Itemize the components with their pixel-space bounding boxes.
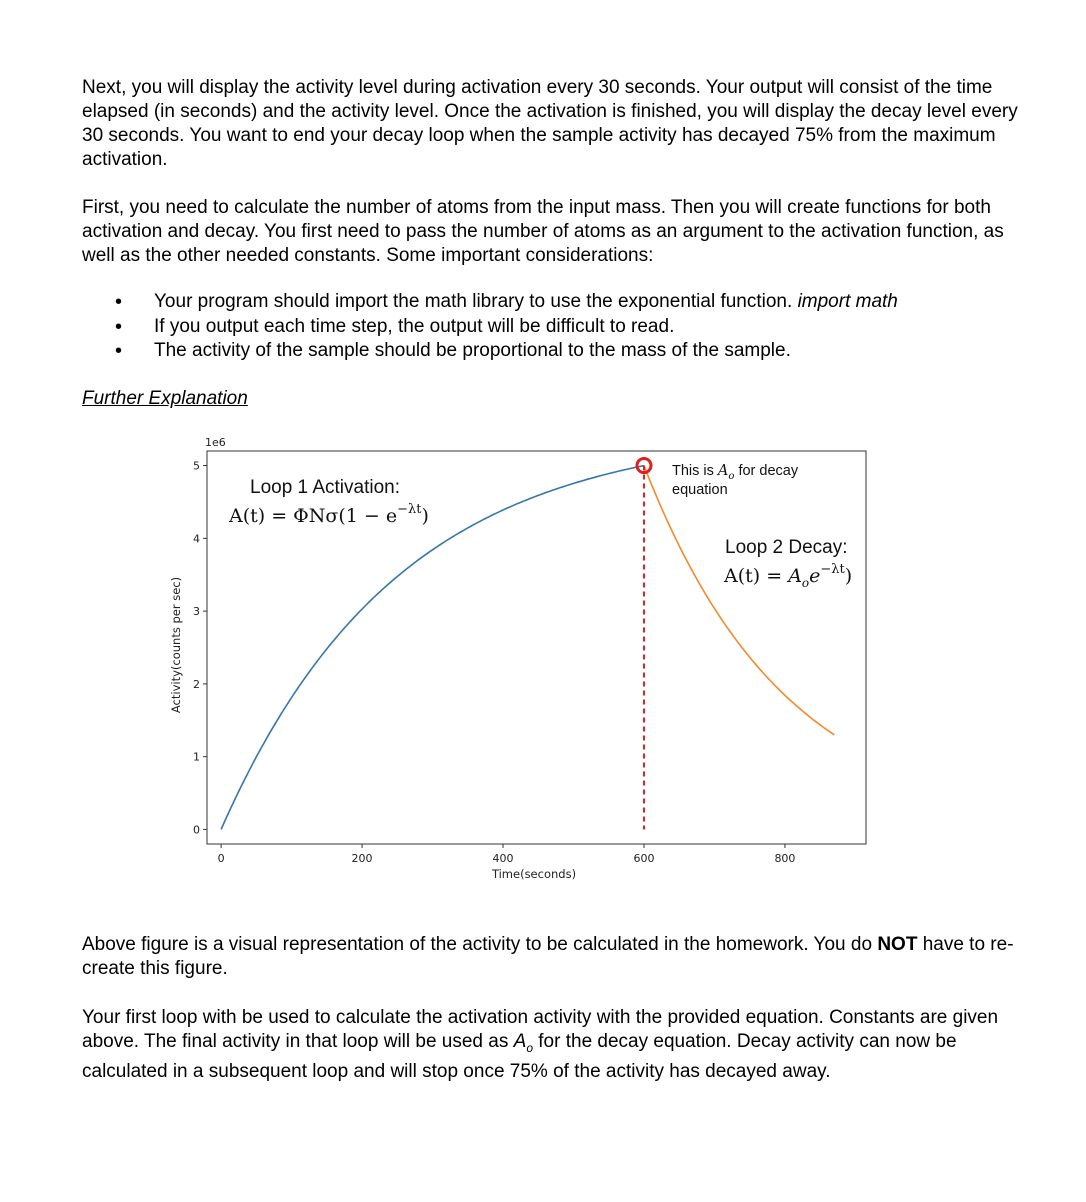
y-scale-label: 1e6	[205, 436, 226, 449]
loop1-equation: $A(t) = \Phi N\sigma(1 - e^{-\lambda t})$	[229, 502, 429, 527]
loop2-equation: $A(t) = A_oe^{-\lambda t}$)	[724, 562, 853, 590]
x-tick-label: 400	[492, 852, 514, 865]
y-tick-label: 2	[193, 677, 200, 691]
loop2-title: Loop 2 Decay:	[725, 537, 848, 558]
x-tick-label: 800	[774, 852, 796, 865]
y-axis	[193, 460, 207, 837]
list-item: • Your program should import the math library to use the exponential function. import math	[82, 290, 1027, 315]
y-axis-label: Activity(counts per sec)	[169, 576, 183, 714]
y-tick-label: 0	[193, 823, 200, 837]
x-axis-label: Time(seconds)	[491, 867, 577, 881]
list-item: • If you output each time step, the output will be difficult to read.	[82, 315, 1027, 340]
peak-note-line1: This is $A_o$ for decay	[672, 463, 799, 482]
peak-note-line2: equation	[672, 482, 728, 498]
considerations-paragraph: First, you need to calculate the number of atoms from the input mass. Then you will create functions for both activation and decay. You first need to pass the number of atoms as an argument to the activation function, as well as the other needed constants. Some important considerations:	[82, 197, 1004, 266]
y-tick-label: 5	[193, 459, 200, 473]
considerations-list	[82, 290, 1027, 364]
activity-chart	[160, 432, 875, 887]
y-tick-label: 1	[193, 750, 200, 764]
figure-note-paragraph: Above figure is a visual representation of the activity to be calculated in the homework. You do NOT have to re-create this figure.	[82, 934, 1014, 979]
x-tick-label: 200	[351, 852, 373, 865]
list-item: • The activity of the sample should be proportional to the mass of the sample.	[82, 339, 1027, 364]
x-axis	[218, 844, 796, 865]
code-hint: import math	[797, 291, 898, 312]
loop1-title: Loop 1 Activation:	[250, 477, 400, 498]
y-tick-label: 3	[193, 605, 200, 619]
further-explanation-link[interactable]: Further Explanation	[82, 388, 248, 409]
intro-paragraph: Next, you will display the activity level during activation every 30 seconds. Your output will consist of the time elapsed (in seconds) and the activity level. Once the activation is finished, you will display the decay level every 30 seconds. You want to end your decay loop when the sample activity has decayed 75% from the maximum activation.	[82, 77, 1018, 170]
x-tick-label: 0	[217, 852, 225, 865]
x-tick-label: 600	[633, 852, 655, 865]
y-tick-label: 4	[193, 532, 200, 546]
loop-explanation-paragraph: Your first loop with be used to calculate the activation activity with the provided equation. Constants are given above. The final activity in that loop will be used as $A_o$ for the decay equation. Decay activity can now be calculated in a subsequent loop and will stop once 75% of the activity has decayed away.	[82, 1007, 999, 1082]
